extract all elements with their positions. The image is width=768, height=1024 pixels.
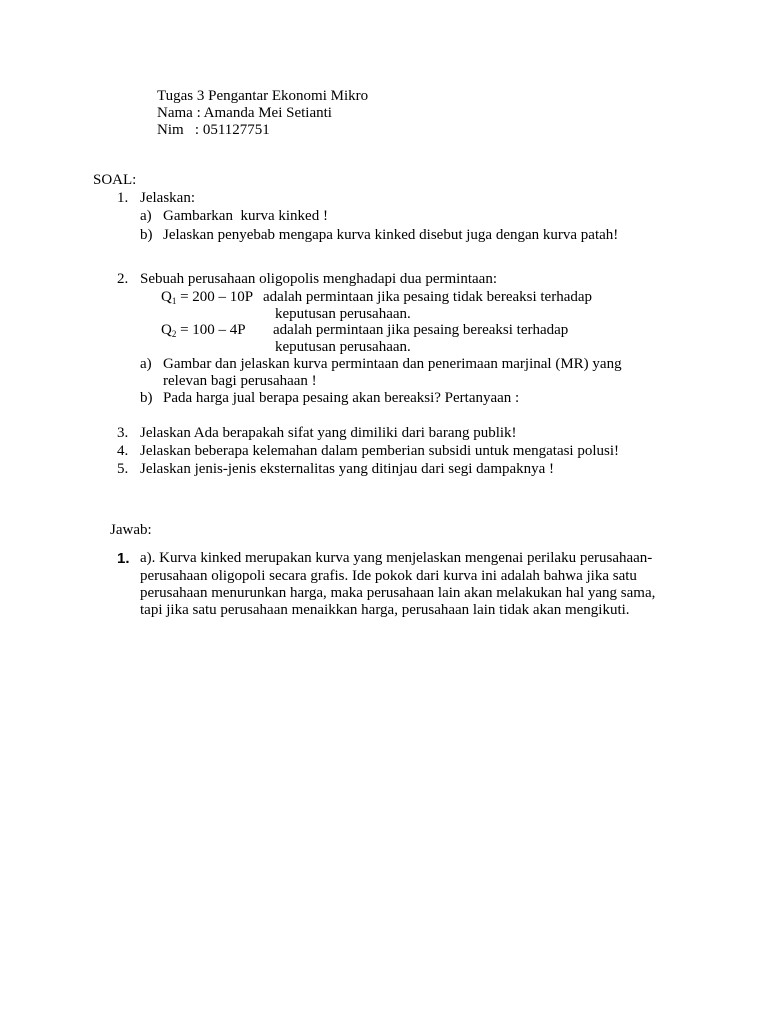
equation-q2-symbol: Q	[161, 322, 172, 338]
q1b-text: Jelaskan penyebab mengapa kurva kinked disebut juga dengan kurva patah!	[163, 227, 619, 243]
equation-q1-description-cont: keputusan perusahaan.	[275, 306, 411, 322]
answer1-number: 1.	[117, 550, 130, 567]
q1b-label: b)	[140, 227, 153, 243]
answer1-line-4: tapi jika satu perusahaan menaikkan harga, perusahaan lain tidak akan mengikuti.	[140, 602, 630, 618]
q2-number: 2.	[117, 271, 129, 287]
soal-heading: SOAL:	[93, 172, 137, 188]
q1-number: 1.	[117, 190, 129, 206]
equation-q1	[161, 289, 253, 307]
q1-text: Jelaskan:	[140, 190, 195, 206]
equation-q1-symbol: Q	[161, 289, 172, 305]
q1a-text: Gambarkan kurva kinked !	[163, 208, 328, 224]
q5-number: 5.	[117, 461, 129, 477]
q4-number: 4.	[117, 443, 129, 459]
assignment-title: Tugas 3 Pengantar Ekonomi Mikro	[157, 88, 369, 104]
jawab-heading: Jawab:	[110, 522, 152, 538]
equation-q2-formula: = 100 – 4P	[176, 322, 246, 338]
q3-text: Jelaskan Ada berapakah sifat yang dimiliki dari barang publik!	[140, 425, 517, 441]
answer1-line-3: perusahaan menurunkan harga, maka perusahaan lain akan melakukan hal yang sama,	[140, 585, 656, 601]
q4-text: Jelaskan beberapa kelemahan dalam pemberian subsidi untuk mengatasi polusi!	[140, 443, 620, 459]
student-name: Nama : Amanda Mei Setianti	[157, 105, 332, 121]
q3-number: 3.	[117, 425, 129, 441]
q2-text: Sebuah perusahaan oligopolis menghadapi dua permintaan:	[140, 271, 497, 287]
q2b-text: Pada harga jual berapa pesaing akan bereaksi? Pertanyaan :	[163, 390, 520, 406]
equation-q1-formula: = 200 – 10P	[176, 289, 254, 305]
equation-q1-description: adalah permintaan jika pesaing tidak bereaksi terhadap	[263, 289, 593, 305]
student-nim: Nim : 051127751	[157, 122, 270, 138]
q1a-label: a)	[140, 208, 152, 224]
equation-q2-description-cont: keputusan perusahaan.	[275, 339, 411, 355]
equation-q2-description: adalah permintaan jika pesaing bereaksi terhadap	[273, 322, 569, 338]
q2a-text-cont: relevan bagi perusahaan !	[163, 373, 317, 389]
equation-q2	[161, 322, 246, 340]
q5-text: Jelaskan jenis-jenis eksternalitas yang ditinjau dari segi dampaknya !	[140, 461, 555, 477]
equation-q1-subscript: 1	[171, 296, 177, 306]
answer1-line-1: a). Kurva kinked merupakan kurva yang menjelaskan mengenai perilaku perusahaan-	[140, 550, 653, 566]
q2b-label: b)	[140, 390, 153, 406]
q2a-text: Gambar dan jelaskan kurva permintaan dan penerimaan marjinal (MR) yang	[163, 356, 622, 372]
q2a-label: a)	[140, 356, 152, 372]
equation-q2-subscript: 2	[171, 329, 177, 339]
answer1-line-2: perusahaan oligopoli secara grafis. Ide pokok dari kurva ini adalah bahwa jika satu	[140, 568, 637, 584]
